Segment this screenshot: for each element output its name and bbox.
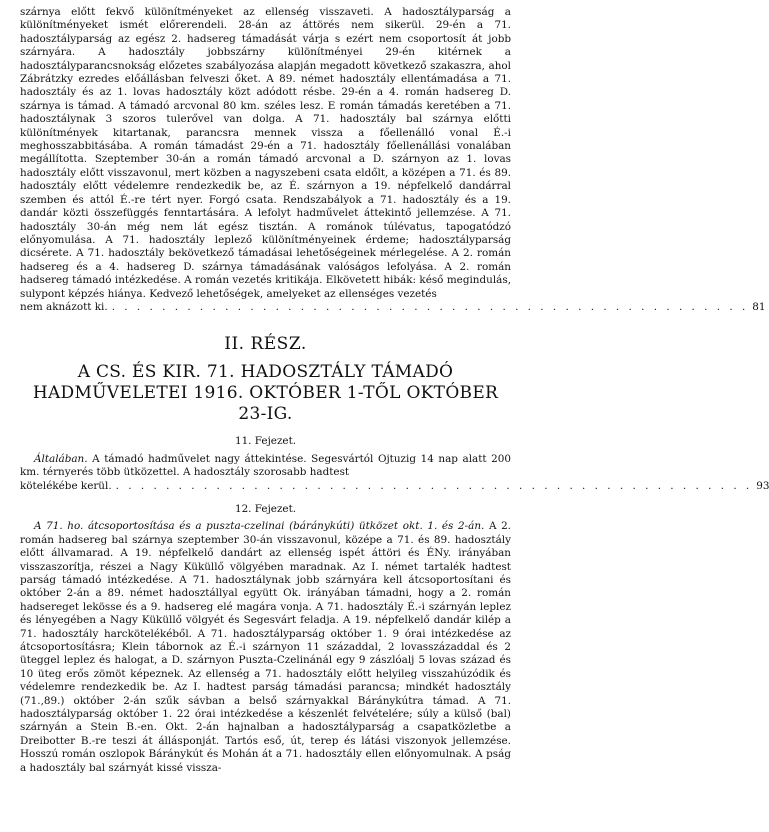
part-title (20, 362, 511, 425)
chapter-12-heading: 12. Fejezet. (234, 502, 297, 515)
part-title-line2: HADMŰVELETEI 1916. OKTÓBER 1-TŐL OKTÓBER 23-IG. (32, 383, 499, 425)
intro-toc-line (20, 300, 766, 314)
chapter-11-last-line: kötelékébe kerül. (20, 479, 112, 492)
chapter-11-body: A támadó hadművelet nagy áttekintése. Segesvártól Ojtuzig 14 nap alatt 200 km. térnyerés több ütközettel. A hadosztály szorosabb hadtest (20, 452, 511, 479)
chapter-12-paragraph (20, 520, 511, 775)
part-heading: II. RÉSZ. (224, 334, 307, 355)
leader-dots: . . . . . . . . . . . . . . . . . . . . . . . . . . . . . . . . . . . . . . . . . . . . . . . . . . . (115, 479, 753, 492)
intro-paragraph: szárnya előtt fekvő különítményeket az ellenség visszaveti. A hadosztályparság a különítményeket ismét előrerendeli. 28-án az áttörés nem sikerül. 29-én a 71. hadosztályparság az egész 2. hadsereg támadását várja s ezért nem csoportosít át jobb szárnyára. A hadosztály jobbszárny különítményei 29-én kitérnek a hadosztályparancsnokság előzetes szabályozása alapján megadott következő szakaszra, ahol Zábrátzky ezredes előállásban felveszi őket. A 89. német hadosztály ellentámadása a 71. hadosztály és az 1. lovas hadosztály közt adódott résbe. 29-én a 4. román hadsereg D. szárnya is támad. A támadó arcvonal 80 km. széles lesz. E román támadás keretében a 71. hadosztálynak 3 szoros tulerővel van dolga. A 71. hadosztály bal szárnya előtti különítmények kitartanak, parancsra mennek vissza a főellenálló vonal É.-i meghosszabbitásába. A román támadást 29-én a 71. hadosztály főellenállási vonalában megállította. Szeptember 30-án a román támadó arcvonal a D. szárnyon az 1. lovas hadosztály előtt visszavonul, mert közben a nagyszebeni csata eldőlt, a középen a 71. és 89. hadosztály előtt védelemre rendezkedik be, az É. szárnyon a 19. népfelkelő dandárral szemben és attól É.-re tért nyer. Forgó csata. Rendszabályok a 71. hadosztály és a 19. dandár közti összefüggés fenntartására. A lefolyt hadművelet áttekintő jellemzése. A 71. hadosztály 30-án még nem lát egész tisztán. A románok túlévatus, tapogatódzó előnyomulása. A 71. hadosztály leplező különítményeinek érdeme; hadosztályparság dicsérete. A 71. hadosztály bekövetkező támadásai lehetőségeinek mérlegelése. A 2. román hadsereg és a 4. hadsereg D. szárnya támadásának valóságos lefolyása. A 2. román hadsereg támadó intézkedése. A román vezetés kritikája. Elkövetett hibák: késő megindulás, sulypont képzés hiánya. Kedvező lehetőségek, amelyeket az ellenséges vezetés (20, 6, 511, 300)
part-title-line1: A CS. ÉS KIR. 71. HADOSZTÁLY TÁMADÓ (77, 362, 454, 383)
chapter-11-paragraph (20, 453, 511, 480)
chapter-12-title: A 71. ho. átcsoportosítása és a puszta-czelinai (báránykúti) ütközet okt. 1. és 2-án. (34, 520, 485, 533)
intro-last-line: nem aknázott ki. (20, 300, 108, 313)
chapter-11-toc-line (20, 479, 769, 493)
leader-dots: . . . . . . . . . . . . . . . . . . . . . . . . . . . . . . . . . . . . . . . . . . . . . . . . . . . (111, 300, 749, 313)
chapter-11-heading: 11. Fejezet. (234, 435, 297, 448)
intro-page-number: 81 (752, 300, 766, 313)
chapter-12-body: A 2. román hadsereg bal szárnya szeptember 30-án visszavonul, középe a 71. és 89. hadosztály előtt állvamarad. A 19. népfelkelő dandárt az ellenség ispét áttöri és ÉNy. irányában visszaszorítja, részei a Nagy Küküllő völgyében maradnak. Az I. német tartalék hadtest parság támadó intézkedése. A 71. hadosztálynak jobb szárnyára kell átcsoportosítani és október 2-án a 89. német hadosztállyal együtt Ok. irányában támadni, hogy a 2. román hadsereget lekösse és a 9. hadsereg elé magára vonja. A 71. hadosztály É.-i szárnyán leplez és lényegében a Nagy Küküllő völgyét és Segesvárt feladja. A 19. népfelkelő dandár kilép a 71. hadosztály harckötelékéből. A 71. hadosztályparság október 1. 9 órai intézkedése az átcsoportosításra; Klein tábornok az É.-i szárnyon 11 századdal, 2 lovasszázaddal és 2 üteggel leplez és halogat, a D. szárnyon Puszta-Czelinánál egy 9 zászlóalj 5 lovas század és 10 üteg erős zömöt képeznek. Az ellenség a 71. hadosztály előtt helyileg visszahúzódik és védelemre rendezkedik be. Az I. hadtest parság támadási parancsa; mindkét hadosztály (71.,89.) október 2-án szűk sávban a belső szárnyakkal Báránykútra támad. A 71. hadosztályparság október 1. 22 órai intézkedése a készenlét felvételére; súly a külső (bal) szárnyán a Stein B.-en. Okt. 2-án hajnalban a hadosztályparság a csapatközletbe a Dreibotter B.-re teszi át állásponját. Tartós eső, út, terep és látási viszonyok jellemzése. Hosszú román oszlopok Báránykút és Mohán át a 71. hadosztály ellen előnyomulnak. A pság a hadosztály bal szárnyát kissé vissza- (20, 520, 511, 774)
chapter-11-lead: Általában. (34, 452, 88, 465)
chapter-11-page-number: 93 (756, 479, 769, 492)
